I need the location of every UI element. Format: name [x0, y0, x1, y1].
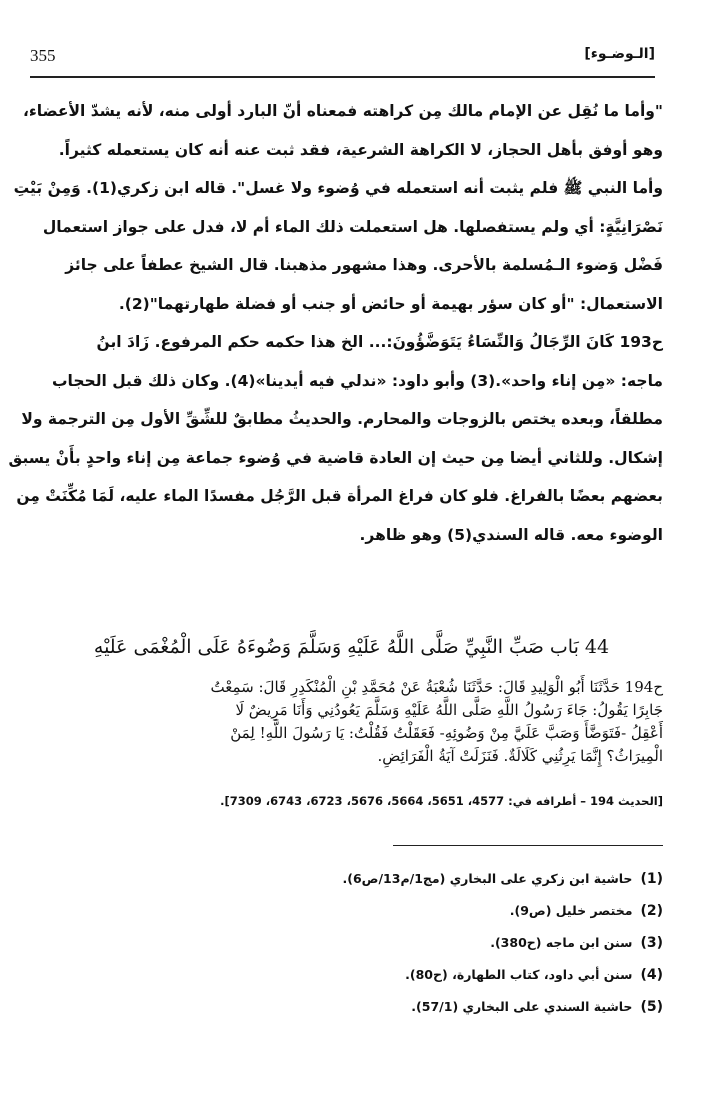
commentary-text — [8, 92, 663, 554]
footnote-number: (1) — [640, 871, 663, 887]
footnote-number: (2) — [640, 903, 663, 919]
hadith-line: الْمِيرَاثُ؟ إِنَّمَا يَرِثُنِي كَلَالَةٌ. فَنَزَلَتْ آيَةُ الْفَرَائِضِ. — [377, 747, 663, 765]
text-line: الوضوء معه. قاله السندي(5) وهو ظاهر. — [359, 525, 663, 544]
text-line: ح193 كَانَ الرِّجَالُ وَالنِّسَاءُ يَتَوَضَّؤُونَ:... الخ هذا حكمه حكم المرفوع. زَادَ ابنُ — [96, 333, 663, 351]
hadith-line: جَابِرًا يَقُولُ: جَاءَ رَسُولُ اللَّهِ صَلَّى اللَّهُ عَلَيْهِ وَسَلَّمَ يَعُودُنِي وَأَنَا مَرِيضٌ لَا — [235, 701, 663, 719]
text-line: الاستعمال: "أو كان سؤر بهيمة أو حائض أو جنب أو فضلة طهارتهما"(2). — [118, 294, 663, 313]
text-line: مطلقاً، وبعده يختص بالزوجات والمحارم. والحديثُ مطابقٌ للشِّقِّ الأول مِن الترجمة ولا — [21, 410, 663, 428]
text-line: ماجه: «مِن إناء واحد».(3) وأبو داود: «ندلي فيه أيدينا»(4). وكان ذلك قبل الحجاب — [51, 371, 663, 390]
footnote — [63, 863, 663, 895]
hadith-line: ح194 حَدَّثَنَا أَبُو الْوَلِيدِ قَالَ: حَدَّثَنَا شُعْبَةُ عَنْ مُحَمَّدِ بْنِ الْمُنْكَدِرِ قَالَ: سَمِعْتُ — [210, 678, 663, 696]
text-line: فَضْل وَضوء الـمُسلمة بالأحرى. وهذا مشهور مذهبنا. قال الشيخ عطفاً على جائز — [65, 256, 663, 274]
text-line: وهو أوفق بأهل الحجاز، لا الكراهة الشرعية، فقد ثبت عنه أنه كان يستعمله كثيراً. — [58, 140, 663, 159]
footnote-text: حاشية ابن زكري على البخاري (مج1/م13/ص6). — [342, 871, 633, 886]
footnotes — [63, 863, 663, 1023]
footnote-text: سنن أبي داود، كتاب الطهارة، (ح80). — [405, 967, 633, 982]
footnote-text: مختصر خليل (ص9). — [509, 903, 633, 918]
footnote — [63, 991, 663, 1023]
footnote-separator — [393, 845, 663, 846]
footnote-number: (5) — [640, 999, 663, 1015]
page-header — [30, 42, 655, 78]
footnote — [63, 959, 663, 991]
running-title: [الـوضـوء] — [584, 46, 655, 62]
footnote-text: سنن ابن ماجه (ح380). — [490, 935, 633, 950]
hadith-references: [الحديث 194 – أطرافه في: 4577، 5651، 5664، 5676، 6723، 6743، 7309]. — [220, 794, 663, 808]
footnote-number: (4) — [640, 967, 663, 983]
text-line: وأما النبي ﷺ فلم يثبت أنه استعمله في وُضوء ولا غسل". قاله ابن زكري(1). وَمِنْ بَيْتِ — [13, 179, 663, 197]
footnote-text: حاشية السندي على البخاري (57/1). — [411, 999, 633, 1014]
text-line: نَصْرَانِيَّةٍ: أي ولم يستفصلها. هل استعملت ذلك الماء أم لا، فدل على جواز استعمال — [42, 217, 663, 236]
hadith-text — [30, 676, 663, 768]
footnote-number: (3) — [640, 935, 663, 951]
text-line: بعضهم بعضًا بالفراغ. فلو كان فراغ المرأة قبل الرَّجُل مفسدًا الماء عليه، لَمَا مُكِّنَتْ مِن — [16, 487, 663, 505]
hadith-line: أَعْقِلُ -فَتَوَضَّأَ وَصَبَّ عَلَيَّ مِنْ وَضُوئِهِ- فَعَقَلْتُ فَقُلْتُ: يَا رَسُولَ اللَّهِ! لِمَنْ — [230, 724, 663, 742]
chapter-heading: 44 بَاب صَبِّ النَّبِيِّ صَلَّى اللَّهُ عَلَيْهِ وَسَلَّمَ وَضُوءَهُ عَلَى الْمُغْمَى عَلَيْهِ — [93, 636, 610, 658]
page-number: 355 — [30, 46, 56, 65]
footnote — [63, 895, 663, 927]
text-line: "وأما ما نُقِل عن الإمام مالك مِن كراهته فمعناه أنّ البارد أولى منه، لأنه يشدّ الأعضاء، — [22, 102, 663, 120]
text-line: إشكال. وللثاني أيضا مِن حيث إن العادة قاضية في وُضوء جماعة مِن إناء واحدٍ بأَنْ يسبق — [8, 448, 663, 467]
footnote — [63, 927, 663, 959]
